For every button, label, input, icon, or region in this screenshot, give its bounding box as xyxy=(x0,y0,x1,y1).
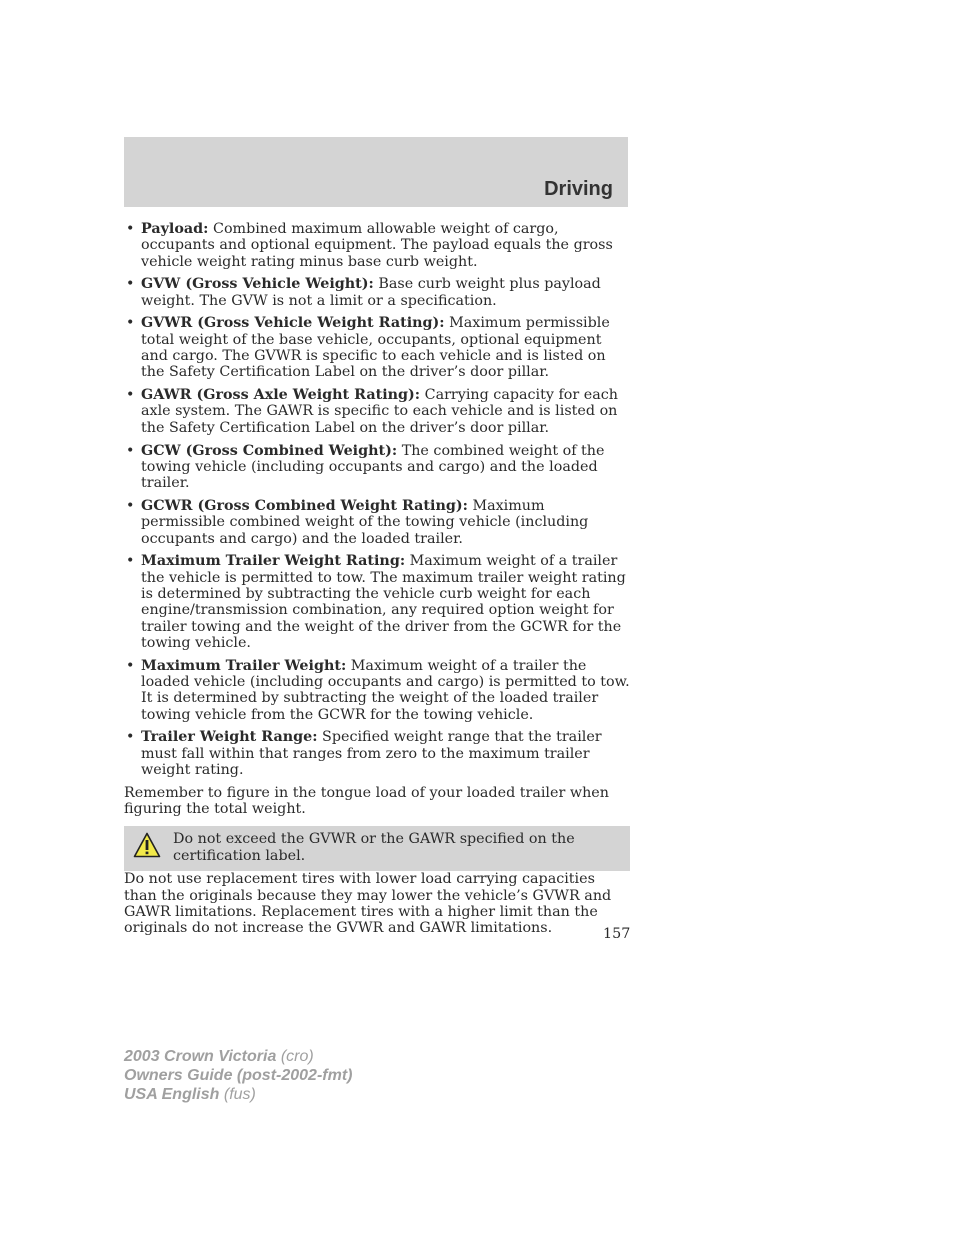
definition-term: GCWR (Gross Combined Weight Rating): xyxy=(141,497,468,514)
section-header-band xyxy=(124,137,628,207)
list-item xyxy=(124,658,630,723)
list-item xyxy=(124,498,630,547)
warning-triangle-icon xyxy=(133,832,161,858)
bullet: • xyxy=(126,729,135,746)
definition-text: Maximum weight of a trailer the vehicle is permitted to tow. The maximum trailer weight rating is determined by subtracting the vehicle curb weight for each engine/transmission combination, any required option weight for trailer towing and the weight of the driver from the GCWR for the towing vehicle. xyxy=(141,553,626,651)
definition-text: The combined weight of the towing vehicle (including occupants and cargo) and the loaded trailer. xyxy=(141,442,605,492)
definition-term: Payload: xyxy=(141,221,209,237)
document-footer xyxy=(124,1047,352,1104)
definition-term: GVW (Gross Vehicle Weight): xyxy=(141,276,374,293)
definition-text: Base curb weight plus payload weight. The GVW is not a limit or a specification. xyxy=(141,276,601,309)
page-content xyxy=(124,221,630,936)
list-item xyxy=(124,221,630,270)
bullet: • xyxy=(126,497,135,514)
definition-term: GVWR (Gross Vehicle Weight Rating): xyxy=(141,315,445,332)
definition-text: Maximum permissible total weight of the base vehicle, occupants, optional equipment and cargo. The GVWR is specific to each vehicle and is listed on the Safety Certification Label on the driver’s door pillar. xyxy=(141,315,610,381)
replacement-tires-paragraph: Do not use replacement tires with lower load carrying capacities than the originals because they may lower the vehicle’s GVWR and GAWR limitations. Replacement tires with a higher limit than the originals do not increase the GVWR and GAWR limitations. xyxy=(124,871,612,937)
warning-text: Do not exceed the GVWR or the GAWR specified on the certification label. xyxy=(173,831,575,864)
list-item xyxy=(124,387,630,436)
definition-text: Maximum permissible combined weight of the towing vehicle (including occupants and cargo) and the loaded trailer. xyxy=(141,497,589,547)
definition-term: GAWR (Gross Axle Weight Rating): xyxy=(141,387,421,404)
footer-language-code: (fus) xyxy=(223,1086,256,1103)
bullet: • xyxy=(126,387,135,404)
warning-box xyxy=(124,826,630,871)
definition-text: Maximum weight of a trailer the loaded vehicle (including occupants and cargo) is permitted to tow. It is determined by subtracting the weight of the loaded trailer towing vehicle from the GCWR for the towing vehicle. xyxy=(141,657,630,723)
footer-language: USA English xyxy=(124,1086,220,1103)
list-item xyxy=(124,729,630,778)
tongue-load-paragraph: Remember to figure in the tongue load of your loaded trailer when figuring the total weight. xyxy=(124,784,609,817)
list-item xyxy=(124,315,630,380)
definition-term: Maximum Trailer Weight: xyxy=(141,657,347,674)
definition-term: GCW (Gross Combined Weight): xyxy=(141,442,398,459)
bullet: • xyxy=(126,657,135,674)
list-item xyxy=(124,276,630,309)
definition-text: Carrying capacity for each axle system. The GAWR is specific to each vehicle and is listed on the Safety Certification Label on the driver’s door pillar. xyxy=(141,387,618,436)
bullet: • xyxy=(126,442,135,459)
footer-line-1 xyxy=(124,1047,352,1066)
bullet: • xyxy=(126,315,135,332)
page-number: 157 xyxy=(603,926,631,942)
bullet: • xyxy=(126,276,135,293)
list-item xyxy=(124,443,630,492)
definition-text: Specified weight range that the trailer must fall within that ranges from zero to the maximum trailer weight rating. xyxy=(141,729,602,778)
bullet: • xyxy=(126,221,135,237)
list-item xyxy=(124,553,630,651)
bullet: • xyxy=(126,553,135,570)
definition-text: Combined maximum allowable weight of cargo, occupants and optional equipment. The payload equals the gross vehicle weight rating minus base curb weight. xyxy=(141,221,613,270)
footer-model: 2003 Crown Victoria xyxy=(124,1048,277,1065)
definitions-list xyxy=(124,221,630,778)
footer-line-2 xyxy=(124,1066,352,1085)
footer-line-3 xyxy=(124,1085,352,1104)
definition-term: Trailer Weight Range: xyxy=(141,729,318,746)
footer-model-code: (cro) xyxy=(280,1048,314,1065)
definition-term: Maximum Trailer Weight Rating: xyxy=(141,553,406,570)
section-title: Driving xyxy=(544,178,613,200)
footer-guide: Owners Guide (post-2002-fmt) xyxy=(124,1067,353,1084)
